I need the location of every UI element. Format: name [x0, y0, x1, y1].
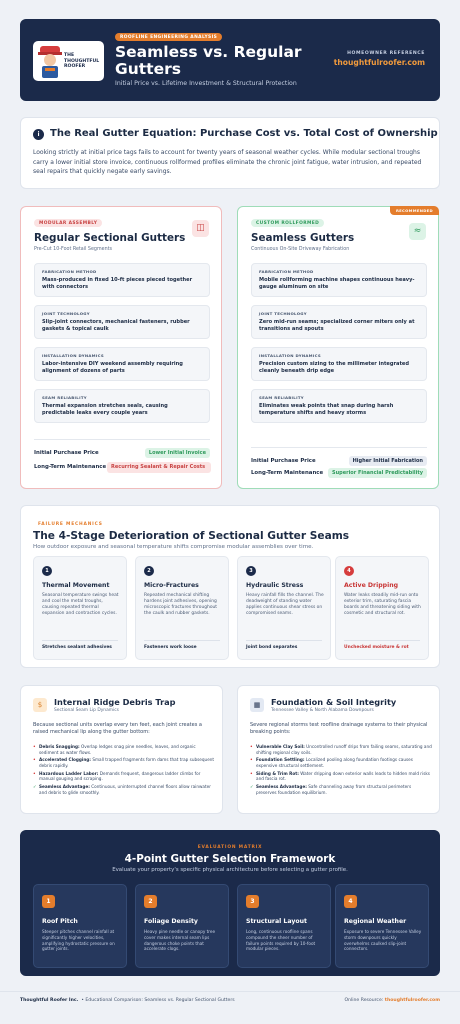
soil-list: [250, 744, 432, 798]
stage-description: Repeated mechanical shifting hardens joint adhesives, opening microscopic fractures throughout the caulk and rubber gaskets.: [144, 593, 218, 616]
stage-card: [33, 556, 127, 660]
footer-right: [344, 998, 440, 1003]
price-row: [251, 458, 427, 464]
company-name: Thoughtful Roofer Inc.: [20, 998, 79, 1003]
list-item: • Foundation Settling: Localized pooling along foundation footings causes expensive structural settlement.: [250, 757, 432, 768]
list-item: ✓ Seamless Advantage: Safe channeling away from structural perimeters preserves foundation equilibrium.: [250, 784, 432, 795]
feature-label: JOINT TECHNOLOGY: [42, 311, 90, 316]
debris-subtitle: Sectional Seam Lip Dynamics: [54, 708, 119, 713]
maintenance-label: Long-Term Maintenance: [251, 470, 324, 476]
debris-title: Internal Ridge Debris Trap: [54, 697, 176, 707]
stage-card: [135, 556, 229, 660]
failure-stages-section: [20, 505, 440, 668]
stage-number: 4: [344, 566, 354, 576]
price-row: [34, 450, 210, 456]
footer-left: [20, 998, 235, 1003]
price-value: Lower Initial Invoice: [145, 448, 210, 458]
feature-value: Mass-produced in fixed 10-ft pieces pieced together with connectors: [42, 277, 193, 290]
evaluation-matrix-section: [20, 830, 440, 976]
feature-value: Precision custom sizing to the millimeter integrated cleanly beneath drip edge: [259, 361, 409, 374]
stage-description: Water leaks steadily mid-run onto exterior trim, saturating fascia boards and threatening siding with cosmetic and structural rot.: [344, 593, 421, 616]
feature-value: Zero mid-run seams; specialized corner miters only at transitions and spouts: [259, 319, 415, 332]
list-item: • Accelerated Clogging: Small trapped fragments form dams that trap subsequent debris rapidly.: [33, 757, 215, 768]
stage-description: Heavy rainfall fills the channel. The deadweight of standing water applies continuous shear stress on compromised seams.: [246, 593, 324, 616]
feature-box: [34, 305, 210, 339]
regular-badge: MODULAR ASSEMBLY: [34, 219, 102, 227]
price-label: Initial Purchase Price: [34, 450, 99, 456]
reference-label: HOMEOWNER REFERENCE: [347, 51, 425, 56]
stages-subtitle: How outdoor exposure and seasonal temperature shifts compromise modular assemblies over time.: [33, 544, 314, 550]
feature-label: SEAM RELIABILITY: [42, 395, 87, 400]
company-logo: [33, 41, 104, 81]
header-badge: ROOFLINE ENGINEERING ANALYSIS: [115, 33, 222, 41]
stage-footer: Joint bond separates: [246, 645, 298, 650]
list-item: • Debris Snagging: Overlap ledges snag pine needles, leaves, and organic sediment as water flows.: [33, 744, 215, 755]
stage-title: Active Dripping: [344, 582, 399, 589]
recommended-tag: RECOMMENDED: [390, 206, 439, 215]
footer-note: • Educational Comparison: Seamless vs. Regular Sectional Gutters: [81, 998, 235, 1003]
roofer-mascot-icon: [36, 44, 64, 78]
soil-subtitle: Tennessee Valley & North Alabama Downpours: [271, 708, 374, 713]
waves-icon: ≈: [409, 223, 426, 240]
resource-link[interactable]: thoughtfulroofer.com: [384, 998, 440, 1003]
stage-number: 3: [246, 566, 256, 576]
foundation-soil-card: [237, 685, 440, 814]
criteria-card: [33, 884, 127, 968]
header-banner: [20, 19, 440, 101]
seamless-subtitle: Continuous On-Site Driveway Fabrication: [251, 247, 350, 252]
criteria-description: Steeper pitches channel rainfall at significantly higher velocities, amplifying hydrostatic pressure on gutter joints.: [42, 929, 115, 952]
intro-section: [20, 117, 440, 189]
homeowner-reference: [334, 51, 425, 67]
feature-label: JOINT TECHNOLOGY: [259, 311, 307, 316]
criteria-number: 1: [42, 895, 55, 908]
criteria-description: Exposure to severe Tennessee Valley storm downpours quickly overwhelms caulked slip-joint connectors.: [344, 929, 422, 952]
criteria-number: 3: [246, 895, 259, 908]
page-subtitle: Initial Price vs. Lifetime Investment & Structural Protection: [115, 80, 297, 87]
matrix-title: 4-Point Gutter Selection Framework: [124, 853, 336, 865]
divider: [251, 447, 427, 448]
feature-label: FABRICATION METHOD: [42, 269, 97, 274]
feature-box: [251, 263, 427, 297]
feature-label: INSTALLATION DYNAMICS: [259, 353, 321, 358]
list-item: • Vulnerable Clay Soil: Uncontrolled runoff drips from failing seams, saturating and shifting regional clay soils.: [250, 744, 432, 755]
list-item: • Hazardous Ladder Labor: Demands frequent, dangerous ladder climbs for manual gouging and scraping.: [33, 771, 215, 782]
page-title: Seamless vs. Regular Gutters: [115, 43, 302, 78]
list-item: ✓ Seamless Advantage: Continuous, uninterrupted channel floors allow rainwater and debris to glide smoothly.: [33, 784, 215, 795]
feature-box: [34, 389, 210, 423]
soil-title: Foundation & Soil Integrity: [271, 697, 397, 707]
feature-label: SEAM RELIABILITY: [259, 395, 304, 400]
criteria-card: [135, 884, 229, 968]
feature-box: [251, 347, 427, 381]
stage-title: Hydraulic Stress: [246, 582, 304, 589]
intro-title: The Real Gutter Equation: Purchase Cost vs. Total Cost of Ownership: [50, 128, 438, 139]
feature-box: [251, 305, 427, 339]
debris-body: Because sectional units overlap every ten feet, each joint creates a raised mechanical lip along the gutter bottom:: [33, 722, 202, 735]
segments-icon: ◫: [192, 220, 209, 237]
matrix-subtitle: Evaluate your property's specific physical architecture before selecting a gutter profile.: [112, 867, 348, 873]
stages-badge: FAILURE MECHANICS: [38, 521, 103, 527]
soil-body: Severe regional storms test roofline drainage systems to their physical breaking points:: [250, 722, 428, 735]
divider: [344, 640, 420, 641]
debris-trap-card: [20, 685, 223, 814]
divider: [42, 640, 118, 641]
info-icon: i: [33, 129, 44, 140]
stages-title: The 4-Stage Deterioration of Sectional Gutter Seams: [33, 530, 350, 542]
list-item: • Siding & Trim Rot: Water dripping down exterior walls leads to hidden mold risks and fascia rot.: [250, 771, 432, 782]
intro-body: Looking strictly at initial price tags fails to account for twenty years of seasonal weather cycles. While modular sectional troughs carry a lower initial store invoice, continuous rollformed profiles eliminate the chronic joint fatigue, water intrusion, and repeated seal repairs that quickly negate early savings.: [33, 149, 422, 176]
feature-value: Mobile rollforming machine shapes continuous heavy-gauge aluminum on site: [259, 277, 415, 290]
feature-box: [251, 389, 427, 423]
price-value: Higher Initial Fabrication: [349, 456, 427, 466]
debris-list: [33, 744, 215, 798]
stage-title: Thermal Movement: [42, 582, 110, 589]
criteria-title: Structural Layout: [246, 918, 307, 925]
seamless-badge: CUSTOM ROLLFORMED: [251, 219, 324, 227]
criteria-title: Roof Pitch: [42, 918, 78, 925]
maintenance-value: Superior Financial Predictability: [328, 468, 427, 478]
regular-title: Regular Sectional Gutters: [34, 232, 186, 244]
feature-value: Eliminates weak points that snap during harsh temperature shifts and heavy storms: [259, 403, 394, 416]
building-icon: ▦: [250, 698, 264, 712]
divider: [246, 640, 322, 641]
criteria-number: 2: [144, 895, 157, 908]
seamless-gutters-card: [237, 206, 439, 489]
criteria-description: Heavy pine needle or canopy tree cover makes internal seam lips dangerous choke points that accelerate clogs.: [144, 929, 216, 952]
criteria-card: [237, 884, 331, 968]
stage-card: [335, 556, 429, 660]
seamless-title: Seamless Gutters: [251, 232, 355, 244]
stage-footer: Fasteners work loose: [144, 645, 197, 650]
logo-text: THE THOUGHTFUL ROOFER: [64, 53, 100, 70]
maintenance-value: Recurring Sealant & Repair Costs: [107, 462, 211, 473]
maintenance-label: Long-Term Maintenance: [34, 464, 107, 470]
criteria-card: [335, 884, 429, 968]
criteria-number: 4: [344, 895, 357, 908]
stage-footer: Stretches sealant adhesives: [42, 645, 112, 650]
regular-subtitle: Pre-Cut 10-Foot Retail Segments: [34, 247, 113, 252]
criteria-description: Long, continuous roofline spans compound the sheer number of failure points required by 10-foot modular pieces.: [246, 929, 316, 952]
price-label: Initial Purchase Price: [251, 458, 316, 464]
resource-label: Online Resource:: [344, 998, 385, 1003]
stage-number: 1: [42, 566, 52, 576]
page-footer: [0, 991, 460, 1024]
feature-box: [34, 263, 210, 297]
dollar-icon: $: [33, 698, 47, 712]
reference-link[interactable]: thoughtfulroofer.com: [333, 58, 425, 67]
stage-footer: Unchecked moisture & rot: [344, 645, 409, 650]
stage-title: Micro-Fractures: [144, 582, 199, 589]
feature-value: Slip-joint connectors, mechanical fasteners, rubber gaskets & topical caulk: [42, 319, 190, 332]
divider: [144, 640, 220, 641]
stage-card: [237, 556, 331, 660]
maintenance-row: [251, 470, 427, 476]
matrix-badge: EVALUATION MATRIX: [197, 844, 263, 850]
criteria-title: Foliage Density: [144, 918, 198, 925]
criteria-title: Regional Weather: [344, 918, 407, 925]
maintenance-row: [34, 464, 114, 470]
feature-label: FABRICATION METHOD: [259, 269, 314, 274]
stage-number: 2: [144, 566, 154, 576]
feature-box: [34, 347, 210, 381]
stage-description: Seasonal temperature swings heat and cool the metal troughs, causing repeated thermal expansion and contraction cycles.: [42, 593, 119, 616]
feature-value: Labor-intensive DIY weekend assembly requiring alignment of dozens of parts: [42, 361, 183, 374]
regular-gutters-card: [20, 206, 222, 489]
feature-label: INSTALLATION DYNAMICS: [42, 353, 104, 358]
feature-value: Thermal expansion stretches seals, causing predictable leaks every couple years: [42, 403, 168, 416]
divider: [34, 439, 210, 440]
